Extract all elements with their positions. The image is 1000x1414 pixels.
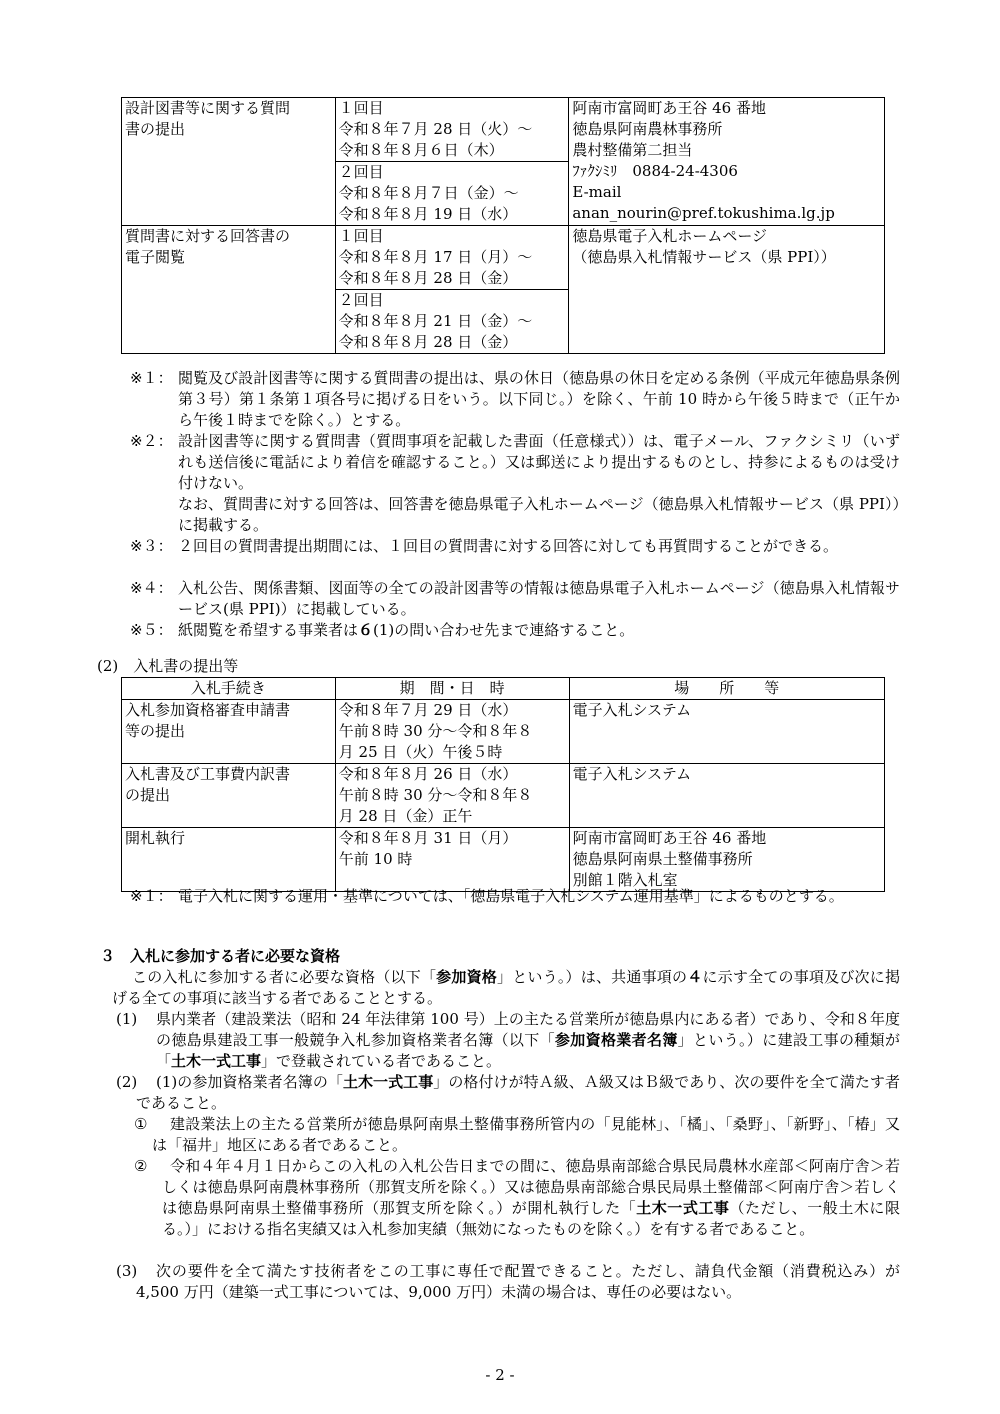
note-5: ※５： 紙閲覧を希望する事業者は６(1)の問い合わせ先まで連絡すること。 — [130, 621, 635, 639]
table-row: 入札書及び工事費内訳書 の提出 令和８年８月 26 日（水） 午前８時 30 分～令和８年８ 月 28 日（金）正午 電子入札システム — [122, 764, 885, 828]
note-4: ※４： 入札公告、関係書類、図面等の全ての設計図書等の情報は徳島県電子入札ホームページ（徳島県入札情報サービス(県 PPI)）に掲載している。 — [130, 579, 900, 618]
table-header-row — [122, 678, 885, 700]
section-3-item-2: (2) (1)の参加資格業者名簿の「土木一式工事」の格付けが特Ａ級、Ａ級又はＢ級であり、次の要件を全て満たす者であること。 — [116, 1073, 900, 1112]
table-cell-label: 設計図書等に関する質問 書の提出 — [122, 98, 336, 226]
table-header: 期 間・日 時 — [335, 678, 569, 700]
section-3-intro: この入札に参加する者に必要な資格（以下「参加資格」という。）は、共通事項の４に示す全ての事項及び次に掲げる全ての事項に該当する者であることとする。 — [112, 968, 900, 1007]
table-cell-period: １回目 令和８年８月 17 日（月）～ 令和８年８月 28 日（金） ２回目 令和８年８月 21 日（金）～ 令和８年８月 28 日（金） — [335, 226, 569, 354]
note-2: ※２： 設計図書等に関する質問書（質問事項を記載した書面（任意様式））は、電子メール、ファクシミリ（いずれも送信後に電話により着信を確認すること。）又は郵送により提出するものとし、持参によるものは受け付けない。 なお、質問書に対する回答は、回答書を徳島県電子入札ホームページ（徳島県入札情報サービス（県 PPI））に掲載する。 — [130, 432, 900, 534]
section-2-note: ※１： 電子入札に関する運用・基準については、「徳島県電子入札システム運用基準」によるものとする。 — [130, 887, 844, 905]
page-number: - 2 - — [485, 1366, 515, 1384]
note-1: ※１： 閲覧及び設計図書等に関する質問書の提出は、県の休日（徳島県の休日を定める条例（平成元年徳島県条例第３号）第１条第１項各号に掲げる日をいう。以下同じ。）を除く、午前 10 時から午後５時まで（正午から午後１時までを除く。）とする。 — [130, 369, 900, 429]
table-cell-place: 徳島県電子入札ホームページ （徳島県入札情報サービス（県 PPI）） — [569, 226, 885, 354]
section-2-heading: (2) 入札書の提出等 — [97, 657, 239, 675]
table-cell-label: 質問書に対する回答書の 電子閲覧 — [122, 226, 336, 354]
section-3-heading: ３ 入札に参加する者に必要な資格 — [100, 947, 341, 965]
table-cell-place: 阿南市富岡町あ王谷 46 番地 徳島県阿南農林事務所 農村整備第二担当 ﾌｧｸｼﾐﾘ 0884-24-4306 E-mail anan_nourin@pref.tokushima.lg.jp — [569, 98, 885, 226]
inquiry-table — [121, 97, 885, 354]
section-3-item-3: (3) 次の要件を全て満たす技術者をこの工事に専任で配置できること。ただし、請負代金額（消費税込み）が 4,500 万円（建築一式工事については、9,000 万円）未満の場合は、専任の必要はない。 — [116, 1262, 900, 1301]
bid-table — [121, 677, 885, 892]
table-cell-period: １回目 令和８年７月 28 日（火）～ 令和８年８月６日（木） ２回目 令和８年８月７日（金）～ 令和８年８月 19 日（水） — [335, 98, 569, 226]
table-row — [122, 226, 885, 354]
section-3-item-2-sub-1: ① 建設業法上の主たる営業所が徳島県阿南県土整備事務所管内の「見能林」、「橘」、「桑野」、「新野」、「椿」又は「福井」地区にある者であること。 — [134, 1115, 900, 1154]
section-3-item-2-sub-2: ② 令和４年４月１日からこの入札の入札公告日までの間に、徳島県南部総合県民局農林水産部＜阿南庁舎＞若しくは徳島県阿南農林事務所（那賀支所を除く。）又は徳島県南部総合県民局県土整備部＜阿南庁舎＞若しくは徳島県阿南県土整備事務所（那賀支所を除く。）が開札執行した「土木一式工事（ただし、一般土木に限る。）」における指名実績又は入札参加実績（無効になったものを除く。）を有する者であること。 — [134, 1157, 900, 1238]
table-row: 入札参加資格審査申請書 等の提出 令和８年７月 29 日（水） 午前８時 30 分～令和８年８ 月 25 日（火）午後５時 電子入札システム — [122, 700, 885, 764]
table-header: 場 所 等 — [569, 678, 884, 700]
table-row: 開札執行 令和８年８月 31 日（月） 午前 10 時 阿南市富岡町あ王谷 46 番地 徳島県阿南県土整備事務所 別館１階入札室 — [122, 828, 885, 892]
note-3: ※３： ２回目の質問書提出期間には、１回目の質問書に対する回答に対しても再質問することができる。 — [130, 537, 839, 555]
table-row — [122, 98, 885, 226]
table-header: 入札手続き — [122, 678, 336, 700]
section-3-item-1: (1) 県内業者（建設業法（昭和 24 年法律第 100 号）上の主たる営業所が徳島県内にある者）であり、令和８年度の徳島県建設工事一般競争入札参加資格業者名簿（以下「参加資格業者名簿」という。）に建設工事の種類が「土木一式工事」で登載されている者であること。 — [116, 1010, 900, 1070]
